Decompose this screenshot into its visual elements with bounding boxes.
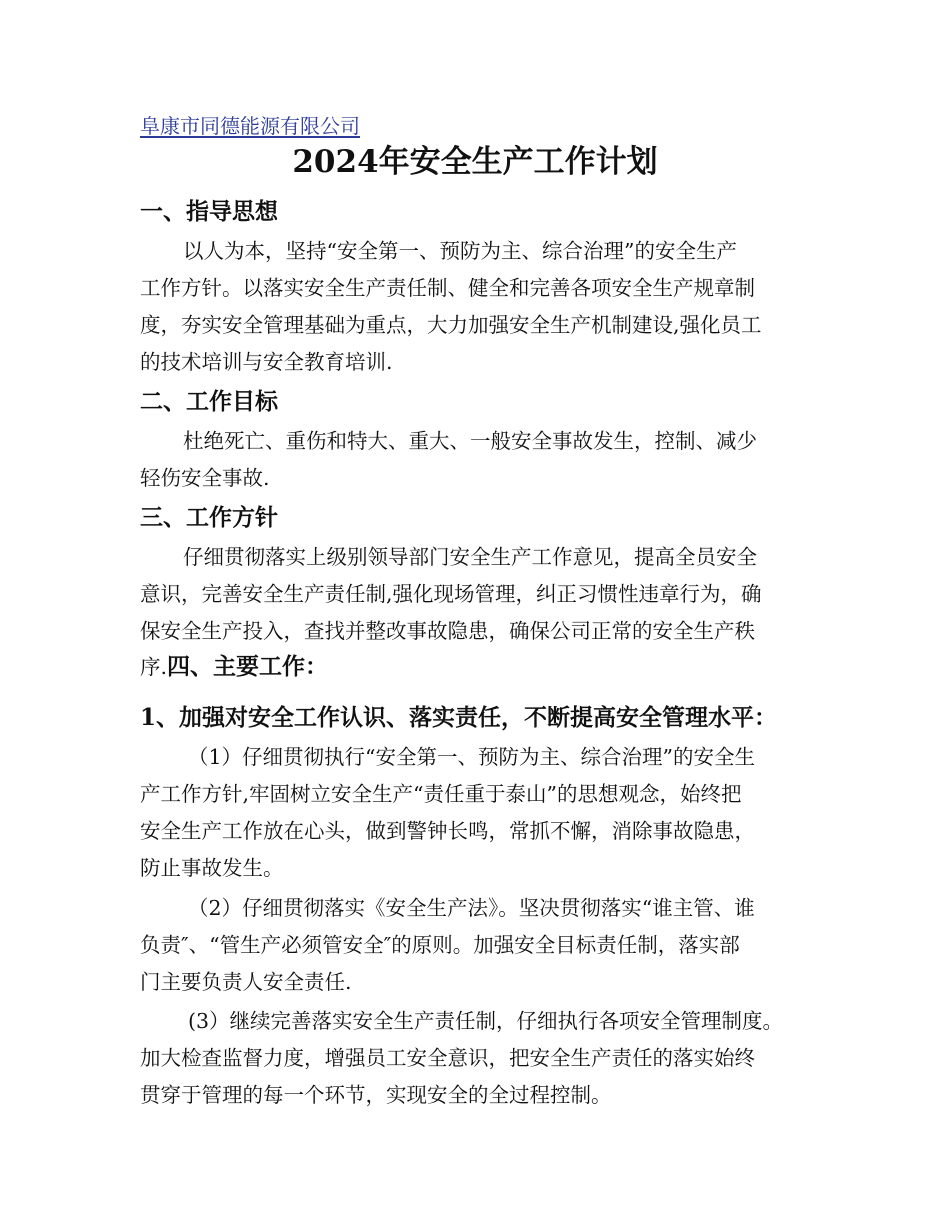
paragraph-line: (3）继续完善落实安全生产责任制，仔细执行各项安全管理制度。: [188, 1009, 784, 1033]
section-heading-3: 三、工作方针: [140, 504, 278, 531]
section-heading-2: 二、工作目标: [140, 388, 278, 415]
subsection-heading-1: 1、加强对安全工作认识、落实责任，不断提高安全管理水平：: [140, 704, 778, 731]
company-name-link[interactable]: 阜康市同德能源有限公司: [140, 114, 360, 138]
paragraph-line: 加大检查监督力度，增强员工安全意识，把安全生产责任的落实始终: [140, 1046, 755, 1070]
document-title: 2024年安全生产工作计划: [292, 144, 658, 180]
paragraph-line: 负责″、“管生产必须管安全″的原则。加强安全目标责任制，落实部: [140, 933, 740, 957]
paragraph-line: 产工作方针,牢固树立安全生产“责任重于泰山”的思想观念，始终把: [140, 782, 742, 806]
paragraph-line: （1）仔细贯彻执行“安全第一、预防为主、综合治理”的安全生: [188, 745, 756, 769]
paragraph-line: 度，夯实安全管理基础为重点，大力加强安全生产机制建设,强化员工: [140, 313, 762, 337]
paragraph-line: （2）仔细贯彻落实《安全生产法》。坚决贯彻落实“谁主管、谁: [188, 896, 755, 920]
paragraph-line: 安全生产工作放在心头，做到警钟长鸣，常抓不懈，消除事故隐患，: [140, 819, 755, 843]
paragraph-line: 的技术培训与安全教育培训.: [140, 350, 393, 374]
paragraph-line: 贯穿于管理的每一个环节，实现安全的全过程控制。: [140, 1083, 612, 1107]
paragraph-line: 以人为本，坚持“安全第一、预防为主、综合治理”的安全生产: [183, 239, 737, 263]
paragraph-line: 意识，完善安全生产责任制,强化现场管理，纠正习惯性违章行为，确: [140, 582, 762, 606]
paragraph-line: 门主要负责人安全责任.: [140, 970, 352, 994]
paragraph-line: 防止事故发生。: [140, 856, 284, 880]
paragraph-tail: 序.: [140, 655, 168, 679]
section-heading-4: 四、主要工作：: [167, 653, 329, 680]
paragraph-line-mixed: [140, 652, 328, 682]
paragraph-line: 仔细贯彻落实上级别领导部门安全生产工作意见，提高全员安全: [183, 545, 757, 569]
paragraph-line: 保安全生产投入，查找并整改事故隐患，确保公司正常的安全生产秩: [140, 619, 755, 643]
paragraph-line: 轻伤安全事故.: [140, 466, 270, 490]
paragraph-line: 工作方针。以落实安全生产责任制、健全和完善各项安全生产规章制: [140, 276, 755, 300]
paragraph-line: 杜绝死亡、重伤和特大、重大、一般安全事故发生，控制、减少: [183, 429, 757, 453]
section-heading-1: 一、指导思想: [140, 198, 278, 225]
